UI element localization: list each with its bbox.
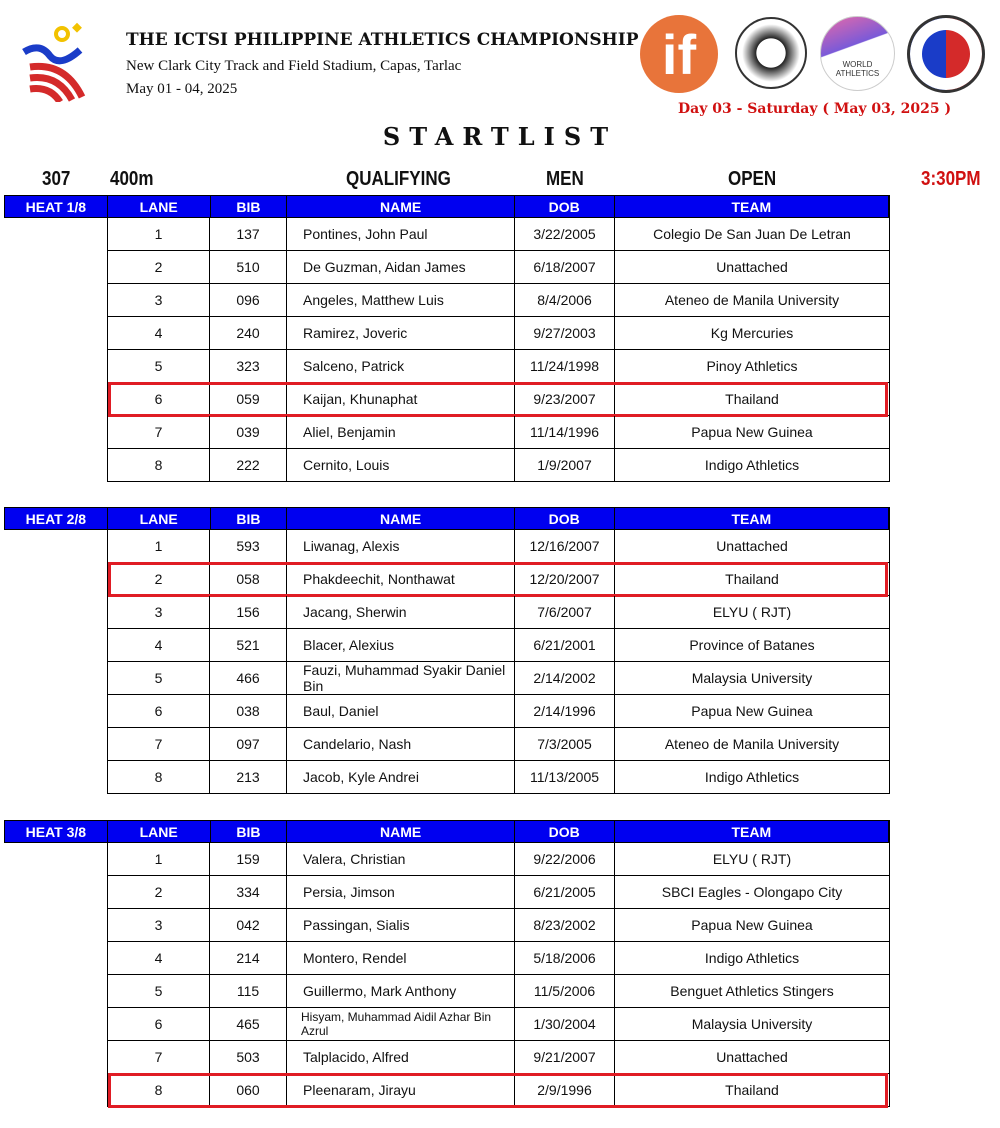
dob-cell: 9/23/2007 bbox=[515, 383, 615, 416]
name-cell: Fauzi, Muhammad Syakir Daniel Bin bbox=[287, 662, 515, 695]
dob-cell: 11/24/1998 bbox=[515, 350, 615, 383]
dob-cell: 12/20/2007 bbox=[515, 563, 615, 596]
bib-cell: 323 bbox=[210, 350, 287, 383]
empty-cell bbox=[4, 662, 107, 695]
empty-cell bbox=[4, 728, 107, 761]
heat-header-row bbox=[4, 820, 890, 843]
bib-cell: 593 bbox=[210, 530, 287, 563]
bib-cell: 213 bbox=[210, 761, 287, 794]
empty-cell bbox=[4, 1041, 107, 1074]
lane-cell: 4 bbox=[107, 317, 210, 350]
table-row bbox=[4, 695, 890, 728]
name-cell: Pleenaram, Jirayu bbox=[287, 1074, 515, 1107]
team-cell: Indigo Athletics bbox=[615, 942, 890, 975]
name-cell: Baul, Daniel bbox=[287, 695, 515, 728]
bib-cell: 503 bbox=[210, 1041, 287, 1074]
doc-title: STARTLIST bbox=[382, 122, 618, 151]
table-row bbox=[4, 843, 890, 876]
empty-cell bbox=[4, 317, 107, 350]
lane-cell: 2 bbox=[107, 563, 210, 596]
heat-label: HEAT 3/8 bbox=[5, 821, 108, 842]
dob-cell: 8/23/2002 bbox=[515, 909, 615, 942]
bib-cell: 222 bbox=[210, 449, 287, 482]
table-row bbox=[4, 563, 890, 596]
dob-cell: 2/9/1996 bbox=[515, 1074, 615, 1107]
empty-cell bbox=[4, 629, 107, 662]
empty-cell bbox=[4, 695, 107, 728]
empty-cell bbox=[4, 876, 107, 909]
name-cell: De Guzman, Aidan James bbox=[287, 251, 515, 284]
venue: New Clark City Track and Field Stadium, Capas, Tarlac bbox=[126, 58, 462, 74]
empty-cell bbox=[4, 942, 107, 975]
team-cell: Kg Mercuries bbox=[615, 317, 890, 350]
name-cell: Valera, Christian bbox=[287, 843, 515, 876]
name-cell: Persia, Jimson bbox=[287, 876, 515, 909]
dob-cell: 8/4/2006 bbox=[515, 284, 615, 317]
lane-cell: 7 bbox=[107, 416, 210, 449]
column-header: BIB bbox=[211, 196, 288, 217]
dob-cell: 11/13/2005 bbox=[515, 761, 615, 794]
lane-cell: 8 bbox=[107, 449, 210, 482]
dob-cell: 3/22/2005 bbox=[515, 218, 615, 251]
dob-cell: 7/6/2007 bbox=[515, 596, 615, 629]
name-cell: Liwanag, Alexis bbox=[287, 530, 515, 563]
lane-cell: 5 bbox=[107, 350, 210, 383]
team-cell: Ateneo de Manila University bbox=[615, 284, 890, 317]
table-row bbox=[4, 975, 890, 1008]
name-cell: Hisyam, Muhammad Aidil Azhar Bin Azrul bbox=[287, 1008, 515, 1041]
empty-cell bbox=[4, 449, 107, 482]
column-header: BIB bbox=[211, 508, 288, 529]
heat-label: HEAT 1/8 bbox=[5, 196, 108, 217]
bib-cell: 038 bbox=[210, 695, 287, 728]
world-athletics-text: WORLD ATHLETICS bbox=[835, 60, 880, 78]
column-header: TEAM bbox=[615, 821, 889, 842]
table-row bbox=[4, 662, 890, 695]
empty-cell bbox=[4, 383, 107, 416]
bib-cell: 058 bbox=[210, 563, 287, 596]
team-cell: Ateneo de Manila University bbox=[615, 728, 890, 761]
dob-cell: 2/14/2002 bbox=[515, 662, 615, 695]
name-cell: Passingan, Sialis bbox=[287, 909, 515, 942]
team-cell: Province of Batanes bbox=[615, 629, 890, 662]
name-cell: Guillermo, Mark Anthony bbox=[287, 975, 515, 1008]
name-cell: Ramirez, Joveric bbox=[287, 317, 515, 350]
dob-cell: 11/5/2006 bbox=[515, 975, 615, 1008]
dob-cell: 5/18/2006 bbox=[515, 942, 615, 975]
bib-cell: 521 bbox=[210, 629, 287, 662]
lane-cell: 1 bbox=[107, 218, 210, 251]
name-cell: Jacang, Sherwin bbox=[287, 596, 515, 629]
table-row bbox=[4, 317, 890, 350]
table-row bbox=[4, 350, 890, 383]
team-cell: ELYU ( RJT) bbox=[615, 843, 890, 876]
lane-cell: 1 bbox=[107, 530, 210, 563]
bib-cell: 060 bbox=[210, 1074, 287, 1107]
dob-cell: 6/18/2007 bbox=[515, 251, 615, 284]
lane-cell: 7 bbox=[107, 1041, 210, 1074]
bib-cell: 097 bbox=[210, 728, 287, 761]
dob-cell: 9/27/2003 bbox=[515, 317, 615, 350]
empty-cell bbox=[4, 761, 107, 794]
empty-cell bbox=[4, 1074, 107, 1107]
heat-header-row bbox=[4, 195, 890, 218]
column-header: LANE bbox=[108, 508, 211, 529]
table-row bbox=[4, 1008, 890, 1041]
name-cell: Angeles, Matthew Luis bbox=[287, 284, 515, 317]
empty-cell bbox=[4, 218, 107, 251]
event-number: 307 bbox=[42, 168, 71, 190]
name-cell: Pontines, John Paul bbox=[287, 218, 515, 251]
bib-cell: 240 bbox=[210, 317, 287, 350]
table-row bbox=[4, 284, 890, 317]
team-cell: Thailand bbox=[615, 1074, 890, 1107]
bib-cell: 159 bbox=[210, 843, 287, 876]
empty-cell bbox=[4, 909, 107, 942]
lane-cell: 4 bbox=[107, 629, 210, 662]
lane-cell: 1 bbox=[107, 843, 210, 876]
table-row bbox=[4, 629, 890, 662]
day-label: Day 03 - Saturday ( May 03, 2025 ) bbox=[678, 101, 952, 117]
team-cell: Papua New Guinea bbox=[615, 416, 890, 449]
column-header: NAME bbox=[287, 508, 514, 529]
name-cell: Cernito, Louis bbox=[287, 449, 515, 482]
empty-cell bbox=[4, 596, 107, 629]
name-cell: Candelario, Nash bbox=[287, 728, 515, 761]
dob-cell: 6/21/2001 bbox=[515, 629, 615, 662]
team-cell: ELYU ( RJT) bbox=[615, 596, 890, 629]
team-cell: Papua New Guinea bbox=[615, 909, 890, 942]
heat-table bbox=[4, 195, 890, 482]
name-cell: Jacob, Kyle Andrei bbox=[287, 761, 515, 794]
lane-cell: 8 bbox=[107, 1074, 210, 1107]
lane-cell: 8 bbox=[107, 761, 210, 794]
dob-cell: 6/21/2005 bbox=[515, 876, 615, 909]
world-athletics-logo bbox=[820, 16, 895, 91]
lane-cell: 2 bbox=[107, 876, 210, 909]
heat-table bbox=[4, 507, 890, 794]
team-cell: SBCI Eagles - Olongapo City bbox=[615, 876, 890, 909]
team-cell: Malaysia University bbox=[615, 662, 890, 695]
dob-cell: 11/14/1996 bbox=[515, 416, 615, 449]
psc-logo bbox=[907, 15, 985, 93]
team-cell: Colegio De San Juan De Letran bbox=[615, 218, 890, 251]
column-header: DOB bbox=[515, 821, 615, 842]
event-time: 3:30PM bbox=[921, 168, 981, 190]
bib-cell: 137 bbox=[210, 218, 287, 251]
table-row bbox=[4, 596, 890, 629]
table-row bbox=[4, 1041, 890, 1074]
table-row bbox=[4, 383, 890, 416]
table-row bbox=[4, 1074, 890, 1107]
name-cell: Talplacido, Alfred bbox=[287, 1041, 515, 1074]
column-header: NAME bbox=[287, 821, 514, 842]
empty-cell bbox=[4, 1008, 107, 1041]
column-header: LANE bbox=[108, 196, 211, 217]
dob-cell: 1/9/2007 bbox=[515, 449, 615, 482]
table-row bbox=[4, 449, 890, 482]
bib-cell: 334 bbox=[210, 876, 287, 909]
bib-cell: 042 bbox=[210, 909, 287, 942]
table-row bbox=[4, 416, 890, 449]
name-cell: Kaijan, Khunaphat bbox=[287, 383, 515, 416]
column-header: TEAM bbox=[615, 508, 889, 529]
heat-label: HEAT 2/8 bbox=[5, 508, 108, 529]
lane-cell: 6 bbox=[107, 1008, 210, 1041]
dates: May 01 - 04, 2025 bbox=[126, 81, 238, 97]
column-header: NAME bbox=[287, 196, 514, 217]
lane-cell: 6 bbox=[107, 695, 210, 728]
lane-cell: 2 bbox=[107, 251, 210, 284]
heat-header-row bbox=[4, 507, 890, 530]
lane-cell: 5 bbox=[107, 662, 210, 695]
event-distance: 400m bbox=[110, 168, 154, 190]
lane-cell: 6 bbox=[107, 383, 210, 416]
name-cell: Blacer, Alexius bbox=[287, 629, 515, 662]
empty-cell bbox=[4, 530, 107, 563]
empty-cell bbox=[4, 416, 107, 449]
column-header: LANE bbox=[108, 821, 211, 842]
table-row bbox=[4, 251, 890, 284]
lane-cell: 4 bbox=[107, 942, 210, 975]
team-cell: Malaysia University bbox=[615, 1008, 890, 1041]
table-row bbox=[4, 876, 890, 909]
table-row bbox=[4, 218, 890, 251]
dob-cell: 9/21/2007 bbox=[515, 1041, 615, 1074]
team-cell: Indigo Athletics bbox=[615, 449, 890, 482]
empty-cell bbox=[4, 843, 107, 876]
dob-cell: 12/16/2007 bbox=[515, 530, 615, 563]
team-cell: Benguet Athletics Stingers bbox=[615, 975, 890, 1008]
team-cell: Indigo Athletics bbox=[615, 761, 890, 794]
team-cell: Thailand bbox=[615, 383, 890, 416]
empty-cell bbox=[4, 251, 107, 284]
dob-cell: 9/22/2006 bbox=[515, 843, 615, 876]
lane-cell: 3 bbox=[107, 596, 210, 629]
team-cell: Pinoy Athletics bbox=[615, 350, 890, 383]
team-cell: Unattached bbox=[615, 1041, 890, 1074]
column-header: BIB bbox=[211, 821, 288, 842]
bib-cell: 096 bbox=[210, 284, 287, 317]
name-cell: Phakdeechit, Nonthawat bbox=[287, 563, 515, 596]
bib-cell: 115 bbox=[210, 975, 287, 1008]
column-header: DOB bbox=[515, 196, 615, 217]
empty-cell bbox=[4, 284, 107, 317]
name-cell: Montero, Rendel bbox=[287, 942, 515, 975]
team-cell: Unattached bbox=[615, 251, 890, 284]
ictsi-foundation-logo: if bbox=[640, 15, 718, 93]
lane-cell: 5 bbox=[107, 975, 210, 1008]
bib-cell: 465 bbox=[210, 1008, 287, 1041]
dob-cell: 2/14/1996 bbox=[515, 695, 615, 728]
event-category: OPEN bbox=[728, 168, 777, 190]
team-cell: Unattached bbox=[615, 530, 890, 563]
empty-cell bbox=[4, 975, 107, 1008]
bib-cell: 214 bbox=[210, 942, 287, 975]
lane-cell: 7 bbox=[107, 728, 210, 761]
table-row bbox=[4, 909, 890, 942]
table-row bbox=[4, 942, 890, 975]
patafa-logo bbox=[735, 17, 807, 89]
championship-logo bbox=[20, 22, 100, 102]
dob-cell: 7/3/2005 bbox=[515, 728, 615, 761]
bib-cell: 059 bbox=[210, 383, 287, 416]
table-row bbox=[4, 728, 890, 761]
event-gender: MEN bbox=[546, 168, 584, 190]
lane-cell: 3 bbox=[107, 909, 210, 942]
championship-title: THE ICTSI PHILIPPINE ATHLETICS CHAMPIONSHIP bbox=[126, 30, 639, 50]
bib-cell: 466 bbox=[210, 662, 287, 695]
name-cell: Salceno, Patrick bbox=[287, 350, 515, 383]
name-cell: Aliel, Benjamin bbox=[287, 416, 515, 449]
team-cell: Thailand bbox=[615, 563, 890, 596]
event-round: QUALIFYING bbox=[346, 168, 451, 190]
heat-table bbox=[4, 820, 890, 1107]
table-row bbox=[4, 530, 890, 563]
column-header: DOB bbox=[515, 508, 615, 529]
empty-cell bbox=[4, 350, 107, 383]
table-row bbox=[4, 761, 890, 794]
bib-cell: 039 bbox=[210, 416, 287, 449]
bib-cell: 510 bbox=[210, 251, 287, 284]
team-cell: Papua New Guinea bbox=[615, 695, 890, 728]
empty-cell bbox=[4, 563, 107, 596]
column-header: TEAM bbox=[615, 196, 889, 217]
dob-cell: 1/30/2004 bbox=[515, 1008, 615, 1041]
bib-cell: 156 bbox=[210, 596, 287, 629]
lane-cell: 3 bbox=[107, 284, 210, 317]
